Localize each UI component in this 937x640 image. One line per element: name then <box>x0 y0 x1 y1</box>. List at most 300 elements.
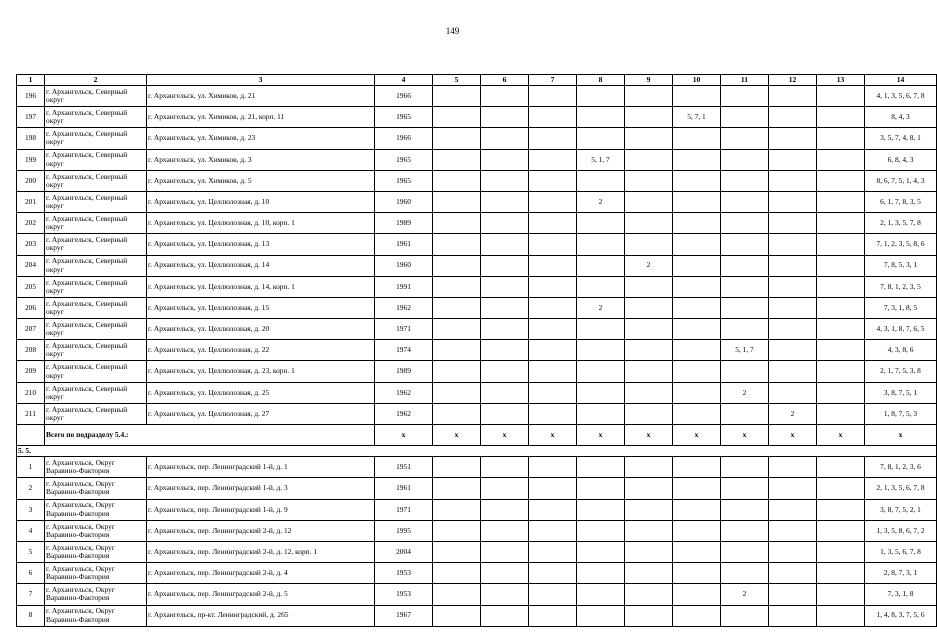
row-number: 206 <box>17 297 45 318</box>
value-cell <box>721 213 769 234</box>
table-row <box>17 86 937 107</box>
value-cell <box>769 297 817 318</box>
value-cell <box>673 520 721 541</box>
value-cell <box>529 297 577 318</box>
row-number: 4 <box>17 520 45 541</box>
value-cell <box>481 584 529 605</box>
value-cell <box>769 234 817 255</box>
value-cell <box>721 403 769 424</box>
district-cell: г. Архангельск, Северный округ <box>45 170 147 191</box>
value-cell <box>577 563 625 584</box>
value-cell <box>721 170 769 191</box>
address-cell: г. Архангельск, пер. Ленинградский 2-й, д. 12 <box>147 520 375 541</box>
year-cell: 1960 <box>375 191 433 212</box>
value-cell <box>577 541 625 562</box>
value-cell <box>625 276 673 297</box>
value-cell <box>433 128 481 149</box>
row-number: 196 <box>17 86 45 107</box>
value-cell <box>529 128 577 149</box>
address-cell: г. Архангельск, ул. Химиков, д. 21 <box>147 86 375 107</box>
row-number: 208 <box>17 340 45 361</box>
value-cell <box>577 213 625 234</box>
row-number: 204 <box>17 255 45 276</box>
row-number: 7 <box>17 584 45 605</box>
value-cell <box>817 297 865 318</box>
value-cell <box>769 361 817 382</box>
value-cell <box>433 170 481 191</box>
value-cell <box>433 605 481 626</box>
district-cell: г. Архангельск, Северный округ <box>45 128 147 149</box>
value-cell <box>721 149 769 170</box>
address-cell: г. Архангельск, ул. Химиков, д. 21, корп. 11 <box>147 107 375 128</box>
address-cell: г. Архангельск, ул. Целлюлозная, д. 13 <box>147 234 375 255</box>
subtotal-cell: x <box>433 425 481 446</box>
section-label: 5. 5. <box>17 446 937 457</box>
value-cell <box>481 403 529 424</box>
value-cell <box>481 541 529 562</box>
codes-cell: 7, 8, 1, 2, 3, 6 <box>865 457 937 478</box>
value-cell <box>673 563 721 584</box>
district-cell: г. Архангельск, Округ Варавино-Фактория <box>45 478 147 499</box>
district-cell: г. Архангельск, Северный округ <box>45 191 147 212</box>
value-cell <box>769 584 817 605</box>
value-cell <box>481 128 529 149</box>
value-cell <box>625 403 673 424</box>
district-cell: г. Архангельск, Северный округ <box>45 403 147 424</box>
table-row <box>17 403 937 424</box>
value-cell <box>817 276 865 297</box>
district-cell: г. Архангельск, Округ Варавино-Фактория <box>45 584 147 605</box>
codes-cell: 1, 8, 7, 5, 3 <box>865 403 937 424</box>
year-cell: 1967 <box>375 605 433 626</box>
table-row <box>17 128 937 149</box>
value-cell <box>577 382 625 403</box>
value-cell <box>625 605 673 626</box>
subtotal-cell: x <box>673 425 721 446</box>
value-cell: 2 <box>625 255 673 276</box>
value-cell <box>529 107 577 128</box>
row-number: 1 <box>17 457 45 478</box>
value-cell: 2 <box>769 403 817 424</box>
value-cell <box>625 541 673 562</box>
value-cell <box>481 605 529 626</box>
value-cell <box>721 191 769 212</box>
value-cell <box>481 170 529 191</box>
district-cell: г. Архангельск, Северный округ <box>45 319 147 340</box>
page-number: 149 <box>445 26 460 36</box>
table-row <box>17 478 937 499</box>
address-cell: г. Архангельск, ул. Целлюлозная, д. 23, корп. 1 <box>147 361 375 382</box>
value-cell: 5, 1, 7 <box>577 149 625 170</box>
year-cell: 1989 <box>375 213 433 234</box>
col-header-3: 3 <box>147 75 375 86</box>
address-cell: г. Архангельск, ул. Химиков, д. 3 <box>147 149 375 170</box>
table-row <box>17 541 937 562</box>
value-cell <box>481 149 529 170</box>
north-district-rows <box>17 86 937 425</box>
value-cell <box>769 276 817 297</box>
table-row <box>17 234 937 255</box>
district-cell: г. Архангельск, Северный округ <box>45 86 147 107</box>
value-cell <box>625 234 673 255</box>
value-cell <box>673 149 721 170</box>
value-cell <box>817 191 865 212</box>
value-cell <box>721 563 769 584</box>
year-cell: 1974 <box>375 340 433 361</box>
codes-cell: 3, 8, 7, 5, 2, 1 <box>865 499 937 520</box>
year-cell: 1951 <box>375 457 433 478</box>
value-cell <box>721 319 769 340</box>
value-cell <box>625 191 673 212</box>
table-row <box>17 319 937 340</box>
value-cell <box>721 86 769 107</box>
value-cell: 5, 1, 7 <box>721 340 769 361</box>
table-row <box>17 170 937 191</box>
value-cell <box>817 213 865 234</box>
table-row <box>17 584 937 605</box>
value-cell <box>529 584 577 605</box>
value-cell <box>817 605 865 626</box>
value-cell <box>673 86 721 107</box>
value-cell <box>481 563 529 584</box>
table-row <box>17 361 937 382</box>
value-cell <box>529 340 577 361</box>
codes-cell: 1, 3, 5, 8, 6, 7, 2 <box>865 520 937 541</box>
table-row <box>17 563 937 584</box>
codes-cell: 7, 8, 1, 2, 3, 5 <box>865 276 937 297</box>
value-cell <box>673 361 721 382</box>
value-cell <box>481 361 529 382</box>
value-cell <box>721 361 769 382</box>
value-cell <box>481 499 529 520</box>
value-cell <box>721 234 769 255</box>
subtotal-cell: x <box>481 425 529 446</box>
district-cell: г. Архангельск, Северный округ <box>45 255 147 276</box>
table-row <box>17 605 937 626</box>
year-cell: 1989 <box>375 361 433 382</box>
row-number: 207 <box>17 319 45 340</box>
col-header-4: 4 <box>375 75 433 86</box>
year-cell: 1960 <box>375 255 433 276</box>
value-cell <box>529 361 577 382</box>
value-cell <box>673 234 721 255</box>
value-cell <box>817 499 865 520</box>
value-cell <box>529 403 577 424</box>
value-cell <box>577 361 625 382</box>
value-cell <box>625 457 673 478</box>
subtotal-cell: x <box>375 425 433 446</box>
value-cell <box>817 478 865 499</box>
value-cell <box>577 107 625 128</box>
value-cell <box>769 499 817 520</box>
district-cell: г. Архангельск, Северный округ <box>45 382 147 403</box>
codes-cell: 4, 1, 3, 5, 6, 7, 8 <box>865 86 937 107</box>
value-cell <box>577 605 625 626</box>
year-cell: 2004 <box>375 541 433 562</box>
codes-cell: 7, 8, 5, 3, 1 <box>865 255 937 276</box>
value-cell <box>769 128 817 149</box>
value-cell: 2 <box>721 382 769 403</box>
value-cell <box>769 520 817 541</box>
value-cell <box>433 403 481 424</box>
value-cell <box>577 457 625 478</box>
value-cell <box>769 149 817 170</box>
year-cell: 1962 <box>375 297 433 318</box>
row-number: 209 <box>17 361 45 382</box>
value-cell <box>625 563 673 584</box>
value-cell <box>817 340 865 361</box>
value-cell <box>529 605 577 626</box>
value-cell <box>577 319 625 340</box>
value-cell <box>673 213 721 234</box>
subtotal-cell: x <box>529 425 577 446</box>
value-cell <box>721 520 769 541</box>
row-number: 3 <box>17 499 45 520</box>
subtotal-blank <box>17 425 45 446</box>
row-number: 8 <box>17 605 45 626</box>
table-row <box>17 382 937 403</box>
row-number: 197 <box>17 107 45 128</box>
year-cell: 1971 <box>375 319 433 340</box>
district-cell: г. Архангельск, Округ Варавино-Фактория <box>45 541 147 562</box>
district-cell: г. Архангельск, Северный округ <box>45 234 147 255</box>
value-cell <box>625 297 673 318</box>
register-table <box>16 74 937 627</box>
table-row <box>17 457 937 478</box>
value-cell <box>625 340 673 361</box>
row-number: 199 <box>17 149 45 170</box>
value-cell <box>481 478 529 499</box>
value-cell <box>577 255 625 276</box>
year-cell: 1962 <box>375 403 433 424</box>
value-cell <box>529 255 577 276</box>
value-cell <box>817 541 865 562</box>
value-cell <box>433 297 481 318</box>
value-cell <box>769 86 817 107</box>
value-cell <box>721 276 769 297</box>
subtotal-cell: x <box>721 425 769 446</box>
address-cell: г. Архангельск, ул. Целлюлозная, д. 22 <box>147 340 375 361</box>
value-cell: 2 <box>721 584 769 605</box>
value-cell <box>673 478 721 499</box>
value-cell <box>433 191 481 212</box>
table-row <box>17 340 937 361</box>
value-cell <box>769 170 817 191</box>
value-cell <box>673 457 721 478</box>
value-cell <box>673 403 721 424</box>
address-cell: г. Архангельск, ул. Целлюлозная, д. 27 <box>147 403 375 424</box>
col-header-12: 12 <box>769 75 817 86</box>
col-header-5: 5 <box>433 75 481 86</box>
table-row <box>17 255 937 276</box>
codes-cell: 7, 1, 2, 3, 5, 8, 6 <box>865 234 937 255</box>
value-cell <box>433 478 481 499</box>
address-cell: г. Архангельск, ул. Целлюлозная, д. 10, корп. 1 <box>147 213 375 234</box>
codes-cell: 1, 3, 5, 6, 7, 8 <box>865 541 937 562</box>
value-cell <box>481 340 529 361</box>
value-cell <box>817 403 865 424</box>
value-cell <box>817 520 865 541</box>
district-cell: г. Архангельск, Северный округ <box>45 276 147 297</box>
value-cell <box>577 520 625 541</box>
value-cell <box>529 319 577 340</box>
district-cell: г. Архангельск, Округ Варавино-Фактория <box>45 563 147 584</box>
district-cell: г. Архангельск, Округ Варавино-Фактория <box>45 457 147 478</box>
value-cell <box>673 276 721 297</box>
year-cell: 1995 <box>375 520 433 541</box>
value-cell <box>625 520 673 541</box>
value-cell <box>673 297 721 318</box>
value-cell <box>577 499 625 520</box>
value-cell <box>433 319 481 340</box>
value-cell <box>673 541 721 562</box>
value-cell <box>481 234 529 255</box>
subtotal-cell: x <box>865 425 937 446</box>
col-header-14: 14 <box>865 75 937 86</box>
codes-cell: 4, 3, 1, 8, 7, 6, 5 <box>865 319 937 340</box>
value-cell <box>529 86 577 107</box>
district-cell: г. Архангельск, Округ Варавино-Фактория <box>45 520 147 541</box>
value-cell <box>433 149 481 170</box>
codes-cell: 4, 3, 8, 6 <box>865 340 937 361</box>
value-cell <box>673 128 721 149</box>
address-cell: г. Архангельск, ул. Целлюлозная, д. 15 <box>147 297 375 318</box>
value-cell <box>673 191 721 212</box>
value-cell <box>817 584 865 605</box>
value-cell <box>529 276 577 297</box>
codes-cell: 7, 3, 1, 8, 5 <box>865 297 937 318</box>
value-cell <box>529 170 577 191</box>
codes-cell: 8, 4, 3 <box>865 107 937 128</box>
value-cell <box>721 128 769 149</box>
value-cell <box>721 541 769 562</box>
value-cell <box>769 457 817 478</box>
value-cell <box>817 563 865 584</box>
district-cell: г. Архангельск, Северный округ <box>45 149 147 170</box>
codes-cell: 3, 8, 7, 5, 1 <box>865 382 937 403</box>
row-number: 210 <box>17 382 45 403</box>
row-number: 202 <box>17 213 45 234</box>
address-cell: г. Архангельск, пер. Ленинградский 1-й, д. 1 <box>147 457 375 478</box>
table-row <box>17 149 937 170</box>
value-cell <box>817 361 865 382</box>
value-cell <box>769 541 817 562</box>
row-number: 201 <box>17 191 45 212</box>
value-cell <box>529 563 577 584</box>
value-cell <box>673 319 721 340</box>
value-cell <box>433 541 481 562</box>
value-cell <box>673 382 721 403</box>
value-cell <box>481 255 529 276</box>
value-cell <box>433 234 481 255</box>
value-cell <box>481 213 529 234</box>
value-cell <box>433 361 481 382</box>
value-cell <box>529 382 577 403</box>
value-cell <box>433 340 481 361</box>
value-cell <box>481 457 529 478</box>
value-cell <box>481 86 529 107</box>
subtotal-cell: x <box>625 425 673 446</box>
value-cell <box>673 170 721 191</box>
value-cell <box>529 457 577 478</box>
district-cell: г. Архангельск, Северный округ <box>45 213 147 234</box>
value-cell: 5, 7, 1 <box>673 107 721 128</box>
value-cell <box>433 86 481 107</box>
value-cell <box>529 191 577 212</box>
col-header-10: 10 <box>673 75 721 86</box>
district-cell: г. Архангельск, Северный округ <box>45 107 147 128</box>
col-header-1: 1 <box>17 75 45 86</box>
value-cell <box>721 297 769 318</box>
table-row <box>17 297 937 318</box>
value-cell <box>577 584 625 605</box>
codes-cell: 8, 6, 7, 5, 1, 4, 3 <box>865 170 937 191</box>
value-cell <box>529 499 577 520</box>
row-number: 203 <box>17 234 45 255</box>
table-row <box>17 191 937 212</box>
year-cell: 1961 <box>375 478 433 499</box>
value-cell <box>577 403 625 424</box>
subtotal-cell: x <box>577 425 625 446</box>
address-cell: г. Архангельск, пер. Ленинградский 2-й, д. 5 <box>147 584 375 605</box>
col-header-8: 8 <box>577 75 625 86</box>
district-cell: г. Архангельск, Северный округ <box>45 297 147 318</box>
value-cell <box>481 319 529 340</box>
value-cell <box>433 255 481 276</box>
value-cell <box>625 382 673 403</box>
value-cell <box>721 457 769 478</box>
value-cell <box>577 478 625 499</box>
value-cell <box>817 255 865 276</box>
year-cell: 1966 <box>375 86 433 107</box>
codes-cell: 1, 4, 8, 3, 7, 5, 6 <box>865 605 937 626</box>
value-cell <box>721 478 769 499</box>
address-cell: г. Архангельск, пер. Ленинградский 2-й, д. 4 <box>147 563 375 584</box>
subtotal-cell: x <box>817 425 865 446</box>
year-cell: 1991 <box>375 276 433 297</box>
value-cell <box>769 605 817 626</box>
district-cell: г. Архангельск, Северный округ <box>45 361 147 382</box>
value-cell <box>529 149 577 170</box>
year-cell: 1953 <box>375 584 433 605</box>
value-cell <box>673 605 721 626</box>
value-cell <box>721 255 769 276</box>
address-cell: г. Архангельск, ул. Целлюлозная, д. 14 <box>147 255 375 276</box>
value-cell <box>769 255 817 276</box>
value-cell <box>529 541 577 562</box>
col-header-13: 13 <box>817 75 865 86</box>
value-cell <box>721 605 769 626</box>
address-cell: г. Архангельск, ул. Химиков, д. 23 <box>147 128 375 149</box>
value-cell <box>625 213 673 234</box>
value-cell <box>769 107 817 128</box>
value-cell <box>433 499 481 520</box>
codes-cell: 7, 3, 1, 8 <box>865 584 937 605</box>
value-cell <box>481 520 529 541</box>
subtotal-cell: x <box>769 425 817 446</box>
value-cell <box>769 340 817 361</box>
value-cell <box>817 128 865 149</box>
table-row <box>17 520 937 541</box>
value-cell <box>817 382 865 403</box>
row-number: 198 <box>17 128 45 149</box>
col-header-11: 11 <box>721 75 769 86</box>
value-cell <box>817 149 865 170</box>
value-cell <box>625 107 673 128</box>
value-cell <box>433 520 481 541</box>
address-cell: г. Архангельск, ул. Целлюлозная, д. 14, корп. 1 <box>147 276 375 297</box>
year-cell: 1966 <box>375 128 433 149</box>
